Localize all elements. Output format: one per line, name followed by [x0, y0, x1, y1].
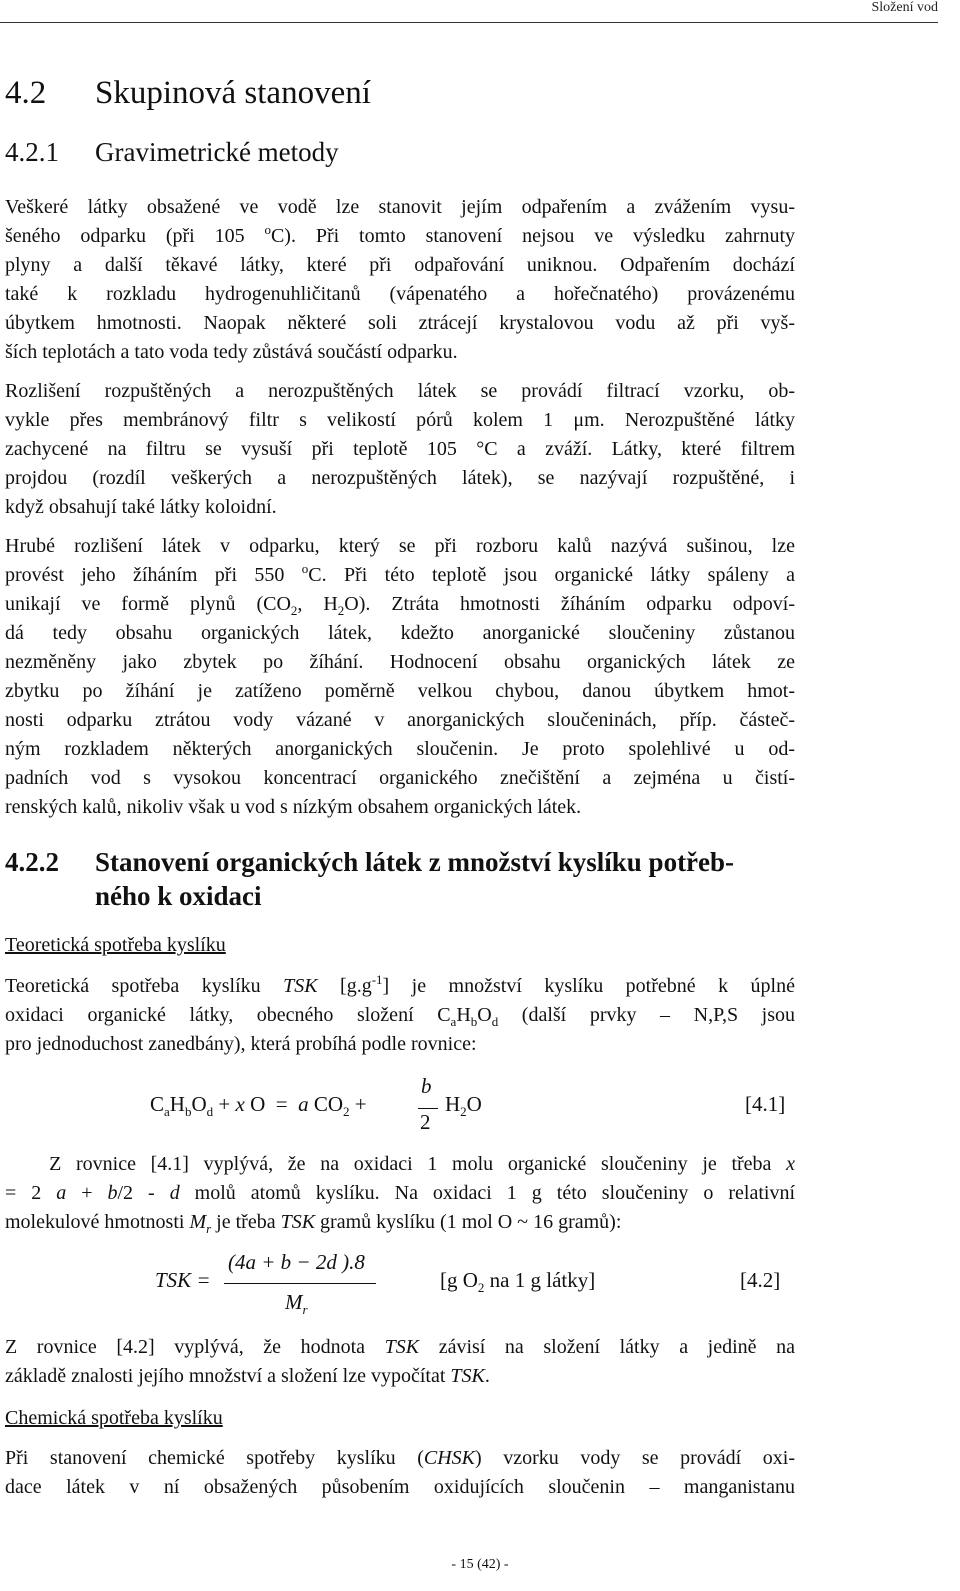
text-line: zbytku po žíhání je zatíženo poměrně velkou chybou, danou úbytkem hmot- [5, 680, 795, 702]
paragraph-dissolved [5, 377, 795, 522]
text-line: úbytkem hmotnosti. Naopak některé soli ztrácejí krystalovou vodu až při vyš- [5, 312, 795, 334]
running-header: Složení vod [871, 0, 938, 15]
equation-4-1: $C_aH_bO_d + x$ O = a $CO_2$ + [150, 1092, 372, 1119]
equation-water: $H_2O$ [445, 1092, 482, 1119]
text-line: Z rovnice [4.1] vyplývá, že na oxidaci 1 molu organické sloučeniny je třeba x [5, 1153, 795, 1175]
equation-label-4-2: [4.2] [740, 1268, 781, 1292]
text-line: renských kalů, nikoliv však u vod s nízkým obsahem organických látek. [5, 796, 582, 818]
text-line: nezměněny jako zbytek po žíhání. Hodnocení obsahu organických látek ze [5, 651, 795, 673]
paragraph-residue [5, 193, 795, 367]
tsk-heading: Teoretická spotřeba kyslíku [5, 934, 226, 956]
text-line: Veškeré látky obsažené ve vodě lze stanovit jejím odpařením a zvážením vysu- [5, 196, 795, 218]
text-line: Rozlišení rozpuštěných a nerozpuštěných látek se provádí filtrací vzorku, ob- [5, 380, 795, 402]
paragraph-tsk-def [5, 972, 795, 1059]
text-line: vykle přes membránový filtr s velikostí pórů kolem 1 μm. Nerozpuštěné látky [5, 409, 795, 431]
text-line: Hrubé rozlišení látek v odparku, který se při rozboru kalů nazývá sušinou, lze [5, 535, 795, 557]
text-line: šeného odparku (při 105 $^o$C). Při tomto stanovení nejsou ve výsledku zahrnuty [5, 222, 795, 247]
text-line: ným rozkladem některých anorganických sloučenin. Je proto spolehlivé u od- [5, 738, 795, 760]
section-number: 4.2 [5, 75, 47, 111]
fraction-bar [418, 1108, 438, 1109]
chsk-heading: Chemická spotřeba kyslíku [5, 1407, 223, 1429]
equation-4-2-lhs: TSK = [155, 1268, 211, 1292]
equation-4-2-unit: [g $O_2$ na 1 g látky] [440, 1268, 596, 1295]
subsection-title: Gravimetrické metody [95, 137, 339, 167]
subsection-number: 4.2.2 [5, 847, 59, 877]
text-line: pro jednoduchost zanedbány), která probíhá podle rovnice: [5, 1033, 477, 1055]
text-line: ších teplotách a tato voda tedy zůstává součástí odparku. [5, 341, 458, 363]
equation-fraction-numerator: b [421, 1074, 432, 1098]
text-line: oxidaci organické látky, obecného složení $C_aH_bO_d$ (další prvky – N,P,S jsou [5, 1004, 796, 1029]
text-line: když obsahují také látky koloidní. [5, 496, 277, 518]
paragraph-ignition [5, 532, 795, 822]
text-line: Teoretická spotřeba kyslíku TSK $[g.g^{-1}]$ je množství kyslíku potřebné k úplné [5, 972, 795, 997]
page-number: - 15 (42) - [451, 1557, 509, 1572]
section-title: Skupinová stanovení [95, 75, 371, 111]
text-line: Při stanovení chemické spotřeby kyslíku (CHSK) vzorku vody se provádí oxi- [5, 1447, 795, 1469]
text-line: padních vod s vysokou koncentrací organického znečištění a zejména u čistí- [5, 767, 795, 789]
subsection-heading-2 [5, 845, 734, 913]
text-line: zachycené na filtru se vysuší při teplotě 105 °C a zváží. Látky, které filtrem [5, 438, 795, 460]
section-heading [5, 75, 371, 112]
text-line: základě znalosti jejího množství a složení lze vypočítat TSK. [5, 1365, 490, 1387]
text-line: dace látek v ní obsažených působením oxidujících sloučenin – manganistanu [5, 1476, 795, 1498]
subsection-heading-1 [5, 137, 339, 168]
header-rule [0, 22, 938, 23]
subsection-title-line: Stanovení organických látek z množství kyslíku potřeb- [95, 847, 735, 877]
text-line: = 2 a + b/2 - d molů atomů kyslíku. Na oxidaci 1 g této sloučeniny o relativní [5, 1182, 795, 1204]
equation-label-4-1: [4.1] [745, 1092, 786, 1116]
text-line: dá tedy obsahu organických látek, kdežto anorganické sloučeniny zůstanou [5, 622, 795, 644]
text-line: plyny a další těkavé látky, které při odpařování uniknou. Odpařením dochází [5, 254, 795, 276]
equation-fraction-denominator: 2 [420, 1110, 431, 1134]
text-line: molekulové hmotnosti $M_r$ je třeba TSK gramů kyslíku (1 mol O ~ 16 gramů): [5, 1211, 622, 1236]
paragraph-chsk [5, 1444, 795, 1502]
subsection-title-line: ného k oxidaci [95, 881, 262, 911]
text-line: nosti odparku ztrátou vody vázané v anorganických sloučeninách, příp. částeč- [5, 709, 795, 731]
fraction-bar [224, 1283, 376, 1284]
text-line: také k rozkladu hydrogenuhličitanů (vápenatého a hořečnatého) provázenému [5, 283, 795, 305]
text-line: unikají ve formě plynů ($CO_2$, $H_2O$). Ztráta hmotnosti žíháním odparku odpoví- [5, 593, 795, 618]
equation-4-2-denominator: $M_r$ [285, 1290, 308, 1317]
text-line: Z rovnice [4.2] vyplývá, že hodnota TSK závisí na složení látky a jedině na [5, 1336, 795, 1358]
paragraph-tsk-depends [5, 1333, 795, 1391]
equation-4-2-numerator: (4a + b − 2d ).8 [228, 1250, 365, 1274]
subsection-number: 4.2.1 [5, 137, 59, 167]
text-line: projdou (rozdíl veškerých a nerozpuštěných látek), se nazývají rozpuštěné, i [5, 467, 795, 489]
paragraph-oxidation [5, 1150, 795, 1237]
text-line: provést jeho žíháním při 550 $^o$C. Při této teplotě jsou organické látky spáleny a [5, 561, 795, 586]
